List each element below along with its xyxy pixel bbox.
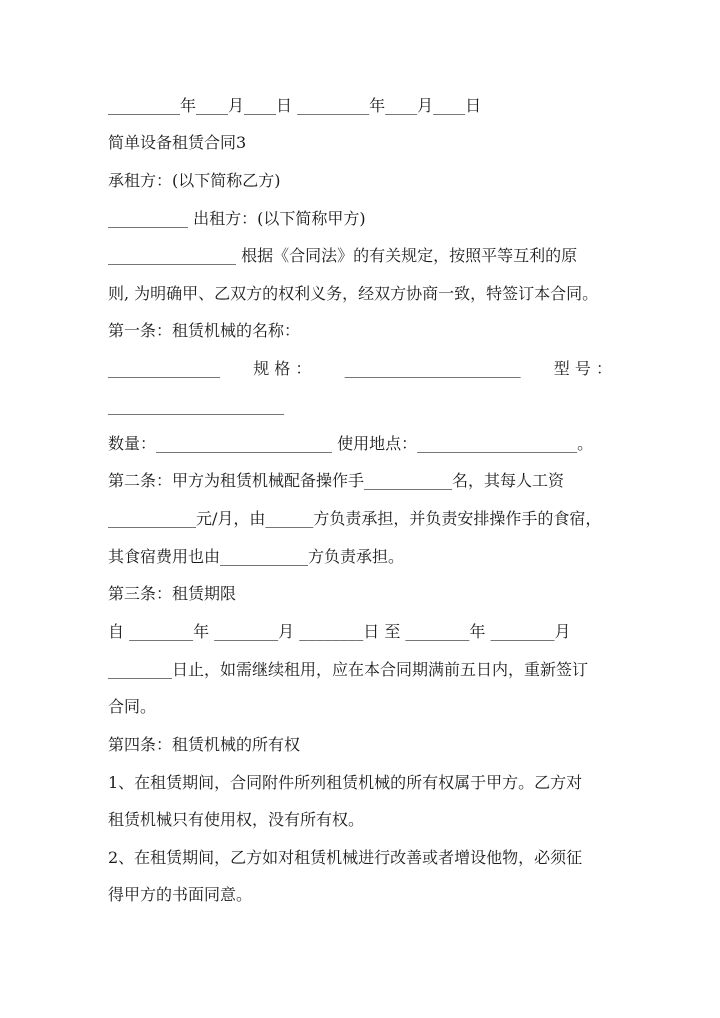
blank-model: ______________________: [108, 396, 284, 415]
article-4-item-2-line-1: 2、在租赁期间，乙方如对租赁机械进行改善或者增设他物，必须征: [108, 848, 583, 867]
preamble-line-1: ________________ 根据《合同法》的有关规定，按照平等互利的原: [108, 246, 578, 265]
model-label: 型 号 ：: [553, 359, 612, 378]
blank-name: ______________: [108, 359, 220, 378]
article-2-line-3: 其食宿费用也由___________方负责承担。: [108, 547, 405, 566]
date-line: _________年____月____日 _________年____月____日: [108, 96, 482, 115]
article-1-spec-row: [108, 358, 612, 380]
preamble-line-2: 则, 为明确甲、乙双方的权利义务，经双方协商一致，特签订本合同。: [108, 284, 599, 303]
lessee-line: 承租方：(以下简称乙方): [108, 171, 281, 190]
blank-spec: ______________________: [344, 359, 521, 378]
article-3-heading: 第三条：租赁期限: [108, 584, 237, 603]
document-title: 简单设备租赁合同3: [108, 133, 247, 152]
article-3-line-2: ________日止，如需继续租用，应在本合同期满前五日内，重新签订: [108, 660, 589, 679]
lessor-line: __________ 出租方：(以下简称甲方): [108, 209, 366, 228]
article-4-heading: 第四条：租赁机械的所有权: [108, 735, 301, 754]
article-2-line-2: ___________元/月，由______方负责承担，并负责安排操作手的食宿，: [108, 509, 602, 528]
article-1-heading: 第一条：租赁机械的名称：: [108, 321, 301, 340]
article-3-line-1: 自 ________年 ________月 ________日 至 ________年 ________月: [108, 622, 571, 641]
article-4-item-2-line-2: 得甲方的书面同意。: [108, 885, 253, 904]
article-2-line-1: 第二条：甲方为租赁机械配备操作手___________名，其每人工资: [108, 471, 565, 490]
spec-label: 规 格 ：: [253, 359, 312, 378]
article-3-line-3: 合同。: [108, 697, 157, 716]
quantity-line: 数量：______________________ 使用地点：____________________。: [108, 434, 594, 453]
article-4-item-1-line-2: 租赁机械只有使用权，没有所有权。: [108, 810, 365, 829]
article-4-item-1-line-1: 1、在租赁期间，合同附件所列租赁机械的所有权属于甲方。乙方对: [108, 773, 583, 792]
